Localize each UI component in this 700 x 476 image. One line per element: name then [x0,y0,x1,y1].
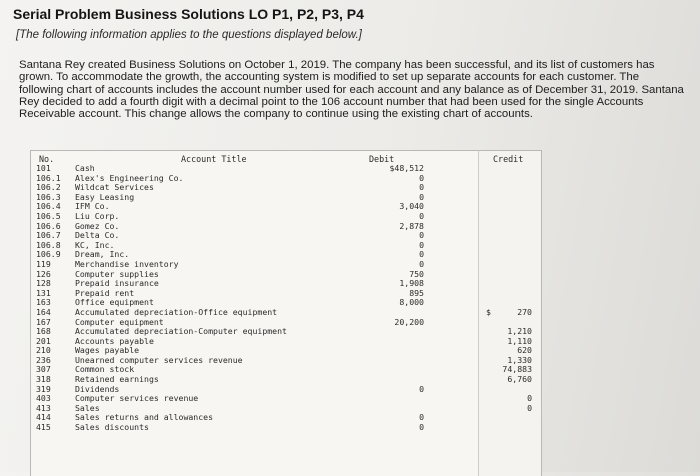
account-title: Unearned computer services revenue [75,354,243,365]
credit-row [479,375,541,385]
account-number: 163 [36,297,51,308]
account-title: Liu Corp. [75,210,120,221]
account-title: Common stock [75,364,135,375]
account-number: 167 [36,316,51,327]
account-number: 106.3 [36,191,61,202]
intro-paragraph: Santana Rey created Business Solutions on October 1, 2019. The company has been successful, and its list of customers has grown. To accommodate the growth, the accounting system is modified to set up separate accounts for each customer. The following chart of accounts includes the account number used for each account and any balance as of December 31, 2019. Santana Rey decided to add a fourth digit with a decimal point to the 106 account number that had been used for the single Accounts Receivable account. This change allows the company to continue using the existing chart of accounts. [19,59,684,121]
credit-row [479,270,541,280]
debit-value: 0 [419,172,424,183]
credit-row [479,231,541,241]
table-row [31,423,479,433]
account-title: KC, Inc. [75,239,115,250]
credit-value: 620 [517,345,532,356]
debit-value: 0 [419,182,424,193]
credit-row [479,222,541,232]
debit-value: 0 [419,191,424,202]
ledger-rows [31,164,479,433]
account-title: Easy Leasing [75,191,135,202]
account-title: Delta Co. [75,230,120,241]
account-number: 131 [36,287,51,298]
column-header-debit: Debit [369,154,395,164]
account-number: 318 [36,374,51,385]
credit-value: 6,760 [507,374,532,385]
credit-rows [479,164,541,433]
credit-row [479,423,541,433]
account-title: Cash [75,163,95,173]
debit-value: 2,878 [399,220,424,231]
debit-value: 0 [419,422,424,433]
credit-value: 0 [527,393,532,404]
account-title: Computer equipment [75,316,164,327]
account-number: 106.7 [36,230,61,241]
debit-value: 20,200 [394,316,424,327]
account-number: 164 [36,306,51,317]
account-number: 210 [36,345,51,356]
credit-row [479,279,541,289]
debit-value: 0 [419,412,424,423]
debit-value: 750 [409,268,424,279]
credit-value: 1,330 [507,354,532,365]
debit-value: 1,908 [399,278,424,289]
debit-value: 3,040 [399,201,424,212]
account-number: 201 [36,335,51,346]
credit-row [479,193,541,203]
debit-value: 0 [419,258,424,269]
account-number: 414 [36,412,51,423]
account-title: IFM Co. [75,201,110,212]
credit-row [479,212,541,222]
problem-title: Serial Problem Business Solutions LO P1, P2, P3, P4 [13,6,364,22]
account-number: 319 [36,383,51,394]
debit-value: 0 [419,239,424,250]
account-title: Merchandise inventory [75,258,179,269]
account-title: Dividends [75,383,120,394]
credit-value: 74,883 [502,364,532,375]
credit-row [479,289,541,299]
account-title: Alex's Engineering Co. [75,172,184,183]
account-number: 106.5 [36,210,61,221]
account-title: Sales returns and allowances [75,412,214,423]
debit-value: 0 [419,210,424,221]
account-title: Dream, Inc. [75,249,130,260]
account-number: 413 [36,402,51,413]
account-number: 119 [36,258,51,269]
account-number: 106.9 [36,249,61,260]
account-number: 101 [36,163,51,173]
account-title: Prepaid insurance [75,278,159,289]
credit-value: 0 [527,402,532,413]
account-number: 106.1 [36,172,61,183]
credit-row [479,404,541,414]
account-number: 106.4 [36,201,61,212]
account-number: 106.2 [36,182,61,193]
debit-value: 8,000 [399,297,424,308]
account-title: Gomez Co. [75,220,120,231]
credit-dollar-sign: $ [486,306,491,317]
problem-subtitle: [The following information applies to the questions displayed below.] [16,29,362,41]
credit-row [479,174,541,184]
account-title: Accounts payable [75,335,154,346]
credit-value: 1,110 [507,335,532,346]
account-title: Retained earnings [75,374,159,385]
account-number: 236 [36,354,51,365]
debit-value: 0 [419,249,424,260]
debit-value: 895 [409,287,424,298]
account-number: 307 [36,364,51,375]
account-title: Sales discounts [75,422,149,433]
credit-row [479,413,541,423]
account-number: 126 [36,268,51,279]
column-header-credit: Credit [493,154,524,164]
column-header-account-title: Account Title [181,154,247,164]
account-number: 106.6 [36,220,61,231]
credit-row [479,260,541,270]
credit-column [478,150,542,476]
credit-row [479,308,541,318]
credit-row [479,250,541,260]
account-number: 403 [36,393,51,404]
debit-value: $48,512 [389,163,424,173]
account-title: Sales [75,402,100,413]
account-number: 106.8 [36,239,61,250]
credit-value: 270 [517,306,532,317]
credit-row [479,183,541,193]
account-title: Wages payable [75,345,140,356]
account-number: 168 [36,326,51,337]
account-title: Accumulated depreciation-Office equipment [75,306,278,317]
credit-row [479,164,541,174]
account-title: Computer services revenue [75,393,199,404]
account-title: Wildcat Services [75,182,154,193]
debit-value: 0 [419,230,424,241]
account-title: Accumulated depreciation-Computer equipment [75,326,287,337]
chart-of-accounts-table [30,150,479,476]
account-number: 415 [36,422,51,433]
credit-value: 1,210 [507,326,532,337]
account-title: Computer supplies [75,268,159,279]
credit-row [479,241,541,251]
debit-value: 0 [419,383,424,394]
column-header-no: No. [39,154,55,164]
credit-row [479,202,541,212]
account-number: 128 [36,278,51,289]
account-title: Prepaid rent [75,287,135,298]
account-title: Office equipment [75,297,154,308]
